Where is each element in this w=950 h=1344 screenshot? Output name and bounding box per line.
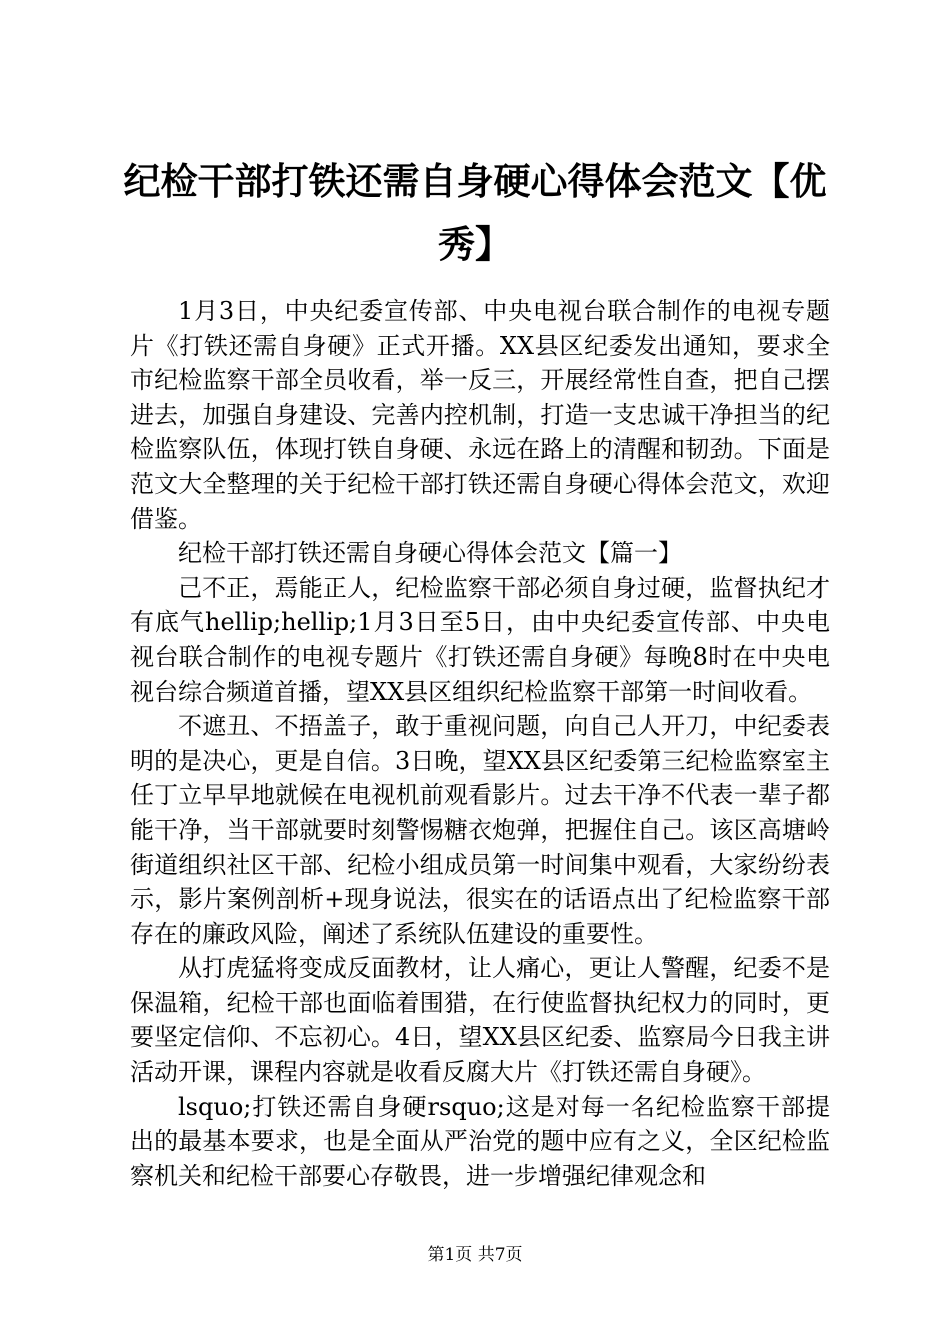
section-heading: 纪检干部打铁还需自身硬心得体会范文【篇一】 [178,539,682,568]
paragraph: 己不正，焉能正人，纪检监察干部必须自身过硬，监督执纪才有底气hellip;hellip;1月3日至5日，由中央纪委宣传部、中央电视台联合制作的电视专题片《打铁还需自身硬》每晚8时在中央电视台综合频道首播，望XX县区组织纪检监察干部第一时间收看。 [130,573,830,706]
paragraph: lsquo;打铁还需自身硬rsquo;这是对每一名纪检监察干部提出的最基本要求，也是全面从严治党的题中应有之义，全区纪检监察机关和纪检干部要心存敬畏，进一步增强纪律观念和 [130,1092,830,1190]
document-title: 纪检干部打铁还需自身硬心得体会范文【优秀】 [123,160,827,266]
document-body [130,294,830,1193]
page-number-footer: 第1页 共7页 [427,1245,523,1265]
paragraph-intro: 1月3日，中央纪委宣传部、中央电视台联合制作的电视专题片《打铁还需自身硬》正式开播。XX县区纪委发出通知，要求全市纪检监察干部全员收看，举一反三，开展经常性自查，把自己摆进去，加强自身建设、完善内控机制，打造一支忠诚干净担当的纪检监察队伍，体现打铁自身硬、永远在路上的清醒和韧劲。下面是范文大全整理的关于纪检干部打铁还需自身硬心得体会范文，欢迎借鉴。 [130,297,830,533]
paragraph: 从打虎猛将变成反面教材，让人痛心，更让人警醒，纪委不是保温箱，纪检干部也面临着围猎，在行使监督执纪权力的同时，更要坚定信仰、不忘初心。4日，望XX县区纪委、监察局今日我主讲活动开课，课程内容就是收看反腐大片《打铁还需自身硬》。 [130,954,830,1087]
paragraph: 不遮丑、不捂盖子，敢于重视问题，向自己人开刀，中纪委表明的是决心，更是自信。3日晚，望XX县区纪委第三纪检监察室主任丁立早早地就候在电视机前观看影片。过去干净不代表一辈子都能干净，当干部就要时刻警惕糖衣炮弹，把握住自己。该区高塘岭街道组织社区干部、纪检小组成员第一时间集中观看，大家纷纷表示，影片案例剖析+现身说法，很实在的话语点出了纪检监察干部存在的廉政风险，阐述了系统队伍建设的重要性。 [130,712,830,948]
